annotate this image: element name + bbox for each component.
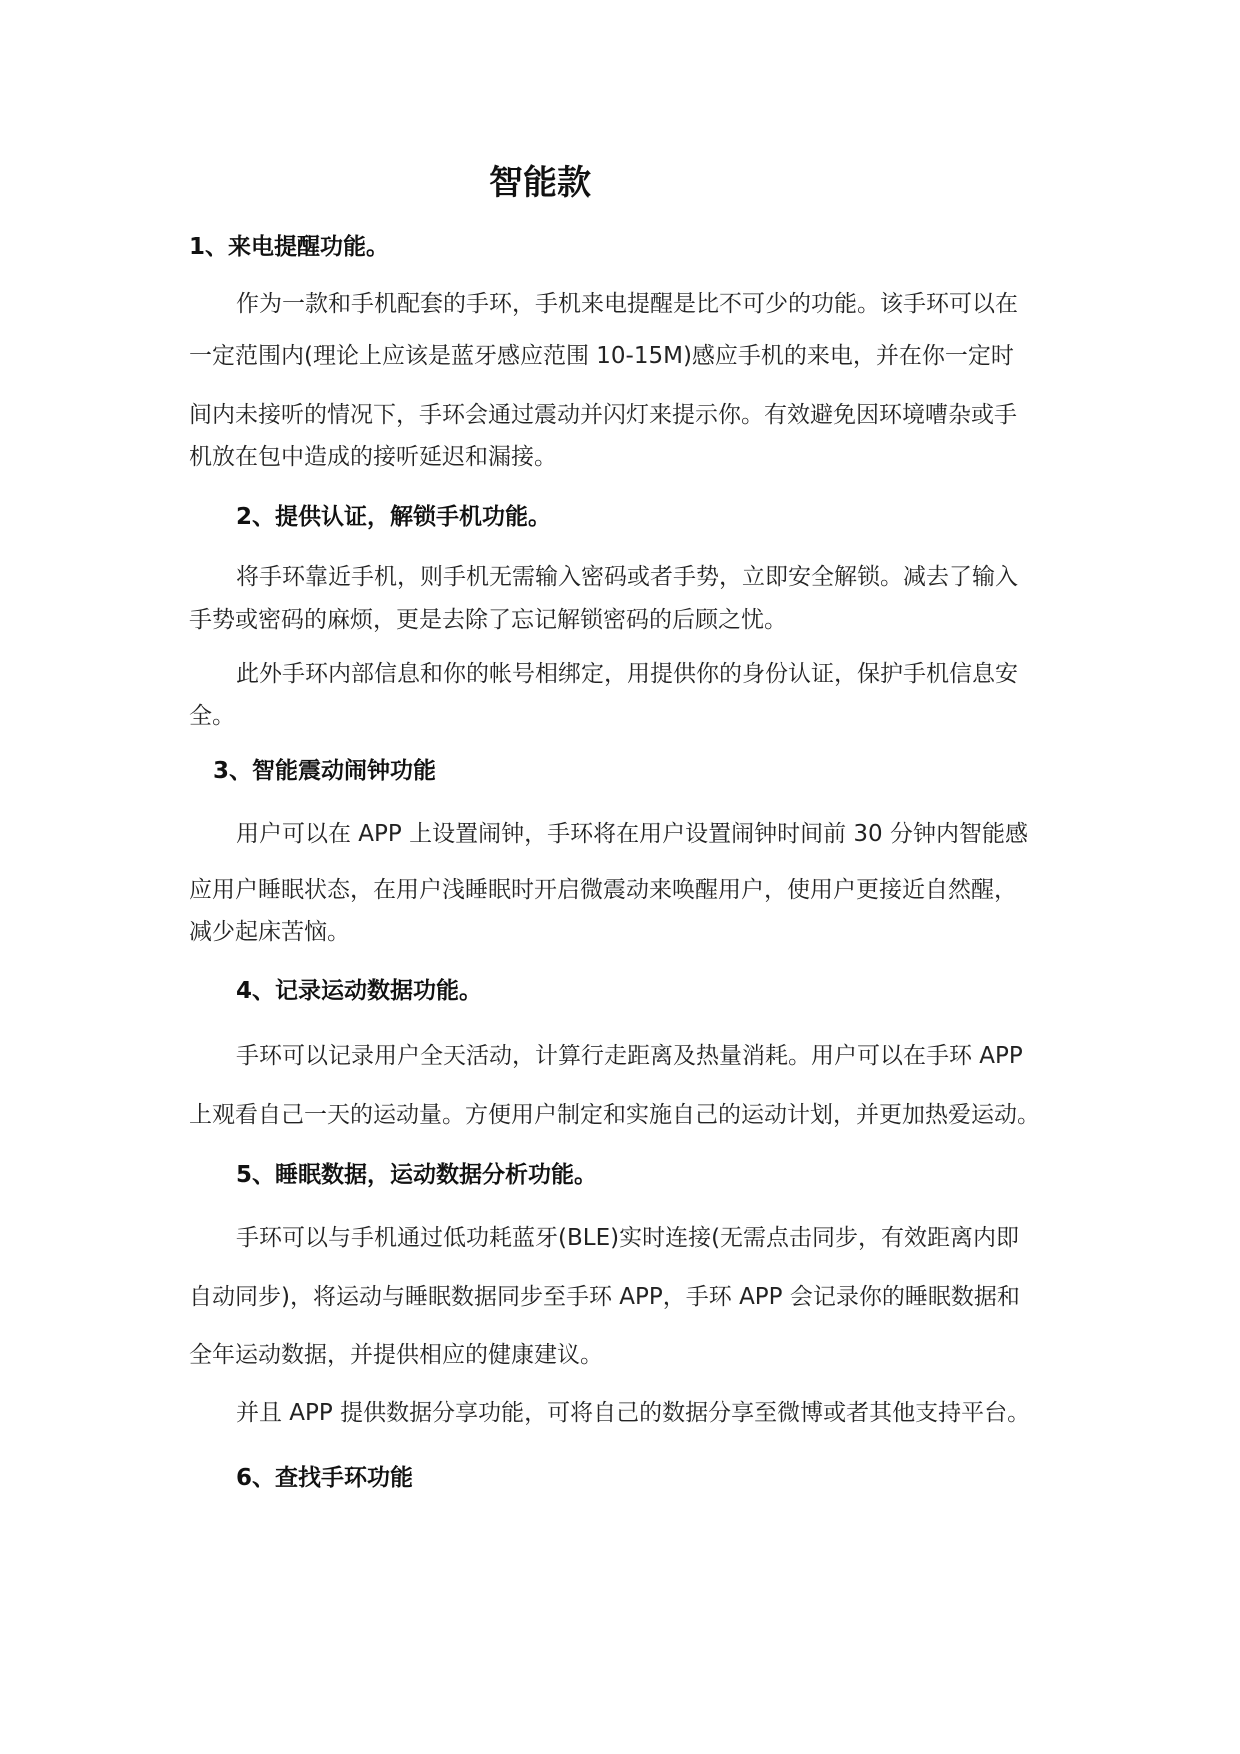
paragraph-line: 自动同步)，将运动与睡眠数据同步至手环 APP，手环 APP 会记录你的睡眠数据和 — [189, 1284, 1020, 1310]
section-heading-3: 3、智能震动闹钟功能 — [213, 758, 437, 784]
paragraph-line: 手环可以与手机通过低功耗蓝牙(BLE)实时连接(无需点击同步，有效距离内即 — [236, 1225, 1020, 1251]
paragraph-line: 用户可以在 APP 上设置闹钟，手环将在用户设置闹钟时间前 30 分钟内智能感 — [236, 821, 1028, 847]
paragraph-line: 并且 APP 提供数据分享功能，可将自己的数据分享至微博或者其他支持平台。 — [236, 1400, 1031, 1426]
paragraph-line: 减少起床苦恼。 — [189, 919, 350, 945]
paragraph-line: 应用户睡眠状态，在用户浅睡眠时开启微震动来唤醒用户，使用户更接近自然醒， — [189, 877, 1017, 903]
paragraph-line: 此外手环内部信息和你的帐号相绑定，用提供你的身份认证，保护手机信息安 — [236, 661, 1018, 687]
paragraph-line: 机放在包中造成的接听延迟和漏接。 — [189, 444, 557, 470]
paragraph-line: 全年运动数据，并提供相应的健康建议。 — [189, 1342, 603, 1368]
paragraph-line: 一定范围内(理论上应该是蓝牙感应范围 10-15M)感应手机的来电，并在你一定时 — [189, 343, 1014, 369]
page-title: 智能款 — [489, 163, 591, 203]
section-heading-4: 4、记录运动数据功能。 — [236, 978, 483, 1004]
paragraph-line: 间内未接听的情况下，手环会通过震动并闪灯来提示你。有效避免因环境嘈杂或手 — [189, 402, 1017, 428]
section-heading-5: 5、睡眠数据，运动数据分析功能。 — [236, 1162, 598, 1188]
section-heading-1: 1、来电提醒功能。 — [189, 234, 390, 260]
paragraph-line: 将手环靠近手机，则手机无需输入密码或者手势，立即安全解锁。减去了输入 — [236, 564, 1018, 590]
paragraph-line: 全。 — [189, 703, 235, 729]
paragraph-line: 手势或密码的麻烦，更是去除了忘记解锁密码的后顾之忧。 — [189, 607, 787, 633]
section-heading-2: 2、提供认证，解锁手机功能。 — [236, 504, 552, 530]
section-heading-6: 6、查找手环功能 — [236, 1465, 414, 1491]
paragraph-line: 手环可以记录用户全天活动，计算行走距离及热量消耗。用户可以在手环 APP — [236, 1043, 1023, 1069]
paragraph-line: 作为一款和手机配套的手环，手机来电提醒是比不可少的功能。该手环可以在 — [236, 291, 1018, 317]
paragraph-line: 上观看自己一天的运动量。方便用户制定和实施自己的运动计划，并更加热爱运动。 — [189, 1102, 1040, 1128]
